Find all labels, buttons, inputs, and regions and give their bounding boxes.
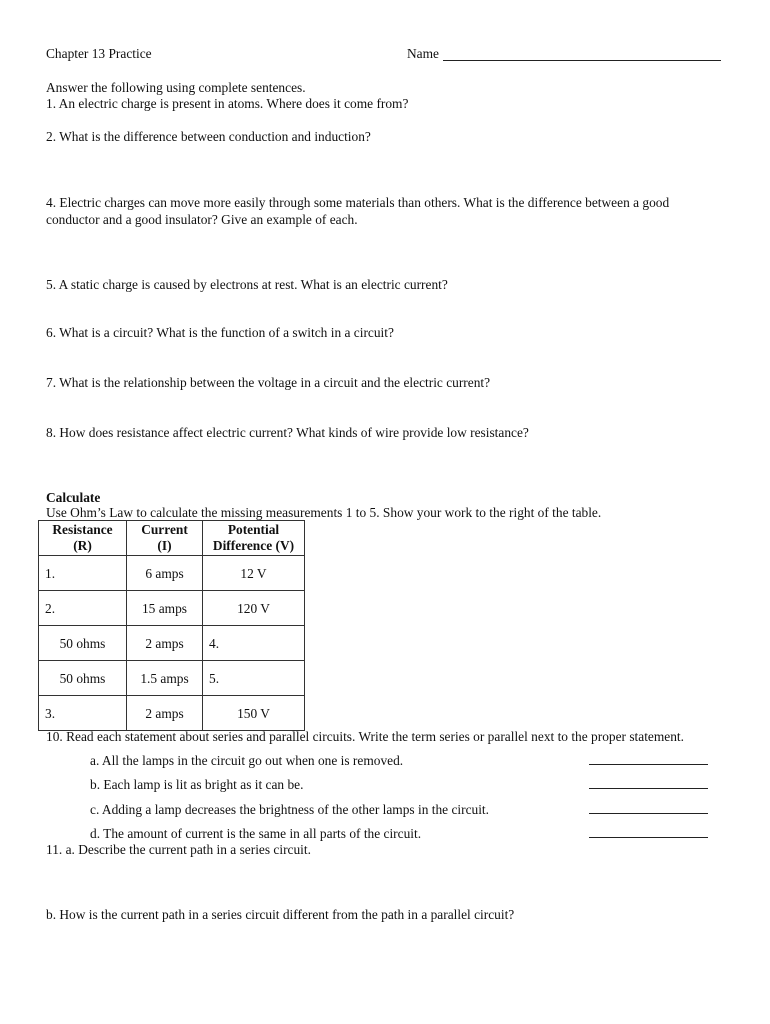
question-5: 5. A static charge is caused by electrons at rest. What is an electric current? [46, 277, 448, 292]
calculate-heading: Calculate [46, 490, 101, 505]
table-cell: 6 amps [127, 556, 203, 591]
q10-answer-blank-c[interactable] [589, 813, 708, 814]
name-field[interactable] [443, 60, 721, 61]
table-row [39, 626, 305, 661]
header-resistance [39, 521, 127, 556]
page-title: Chapter 13 Practice [46, 46, 152, 61]
q10-item-d: d. The amount of current is the same in all parts of the circuit. [90, 826, 422, 841]
instructions-text: Answer the following using complete sentences. [46, 80, 306, 95]
question-8: 8. How does resistance affect electric current? What kinds of wire provide low resistance? [46, 425, 529, 440]
table-cell: 1.5 amps [127, 661, 203, 696]
table-header-row [39, 521, 305, 556]
table-cell: 5. [203, 661, 305, 696]
question-11b: b. How is the current path in a series circuit different from the path in a parallel circuit? [46, 907, 515, 922]
table-cell: 4. [203, 626, 305, 661]
header-current-line1: Current [141, 522, 188, 537]
table-cell: 15 amps [127, 591, 203, 626]
q10-answer-blank-b[interactable] [589, 788, 708, 789]
header-current-line2: (I) [157, 538, 172, 553]
q10-answer-blank-a[interactable] [589, 764, 708, 765]
table-row [39, 591, 305, 626]
q10-item-a: a. All the lamps in the circuit go out when one is removed. [90, 753, 404, 768]
table-cell: 3. [39, 696, 127, 731]
question-7: 7. What is the relationship between the voltage in a circuit and the electric current? [46, 375, 491, 390]
header-current [127, 521, 203, 556]
question-6: 6. What is a circuit? What is the function of a switch in a circuit? [46, 325, 394, 340]
q10-item-c: c. Adding a lamp decreases the brightness of the other lamps in the circuit. [90, 802, 489, 817]
question-10: 10. Read each statement about series and parallel circuits. Write the term series or parallel next to the proper statement. [46, 729, 685, 744]
table-cell: 2 amps [127, 696, 203, 731]
table-cell: 150 V [203, 696, 305, 731]
ohms-law-table [38, 520, 305, 731]
q10-item-b: b. Each lamp is lit as bright as it can be. [90, 777, 304, 792]
question-2: 2. What is the difference between conduction and induction? [46, 129, 371, 144]
name-label: Name [407, 46, 439, 61]
header-potential-difference [203, 521, 305, 556]
table-row [39, 661, 305, 696]
header-resistance-line2: (R) [73, 538, 92, 553]
header-potential-line1: Potential [227, 522, 280, 537]
table-cell: 120 V [203, 591, 305, 626]
header-resistance-line1: Resistance [52, 522, 113, 537]
table-cell: 2 amps [127, 626, 203, 661]
question-11a: 11. a. Describe the current path in a series circuit. [46, 842, 311, 857]
table-cell: 50 ohms [39, 661, 127, 696]
table-cell: 2. [39, 591, 127, 626]
table-cell: 50 ohms [39, 626, 127, 661]
header-potential-line2: Difference (V) [212, 538, 295, 553]
question-1: 1. An electric charge is present in atoms. Where does it come from? [46, 96, 409, 111]
question-4-line-1: 4. Electric charges can move more easily through some materials than others. What is the difference between a good [46, 195, 670, 210]
table-row [39, 696, 305, 731]
table-cell: 1. [39, 556, 127, 591]
q10-answer-blank-d[interactable] [589, 837, 708, 838]
calculate-instructions: Use Ohm’s Law to calculate the missing measurements 1 to 5. Show your work to the right of the table. [46, 505, 602, 520]
table-row [39, 556, 305, 591]
table-cell: 12 V [203, 556, 305, 591]
question-4-line-2: conductor and a good insulator? Give an example of each. [46, 212, 358, 227]
